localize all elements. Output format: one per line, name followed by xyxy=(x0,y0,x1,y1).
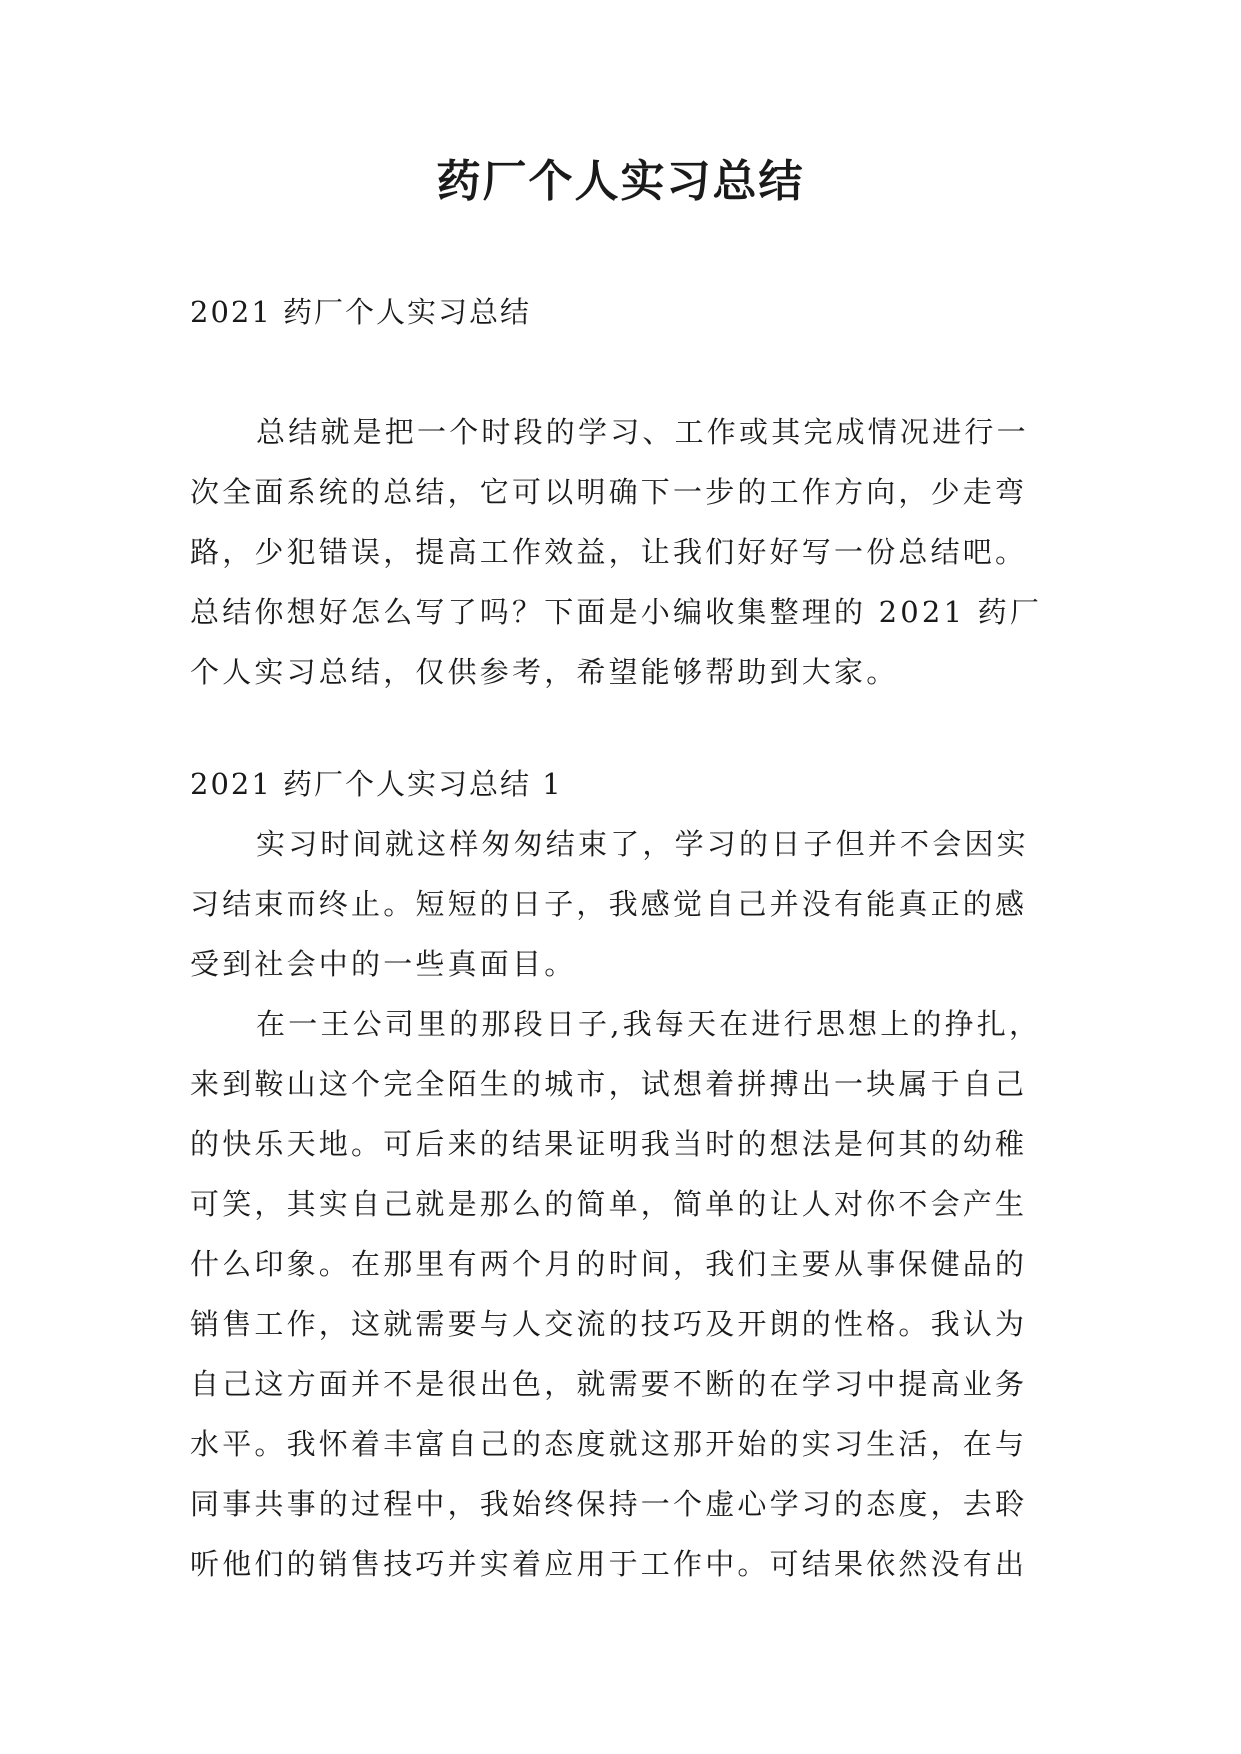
paragraph-line: 水平。我怀着丰富自己的态度就这那开始的实习生活，在与 xyxy=(190,1427,1028,1461)
paragraph-line: 听他们的销售技巧并实着应用于工作中。可结果依然没有出 xyxy=(190,1547,1028,1581)
document-subtitle: 2021 药厂个人实习总结 xyxy=(190,295,532,329)
paragraph-line: 在一王公司里的那段日子,我每天在进行思想上的挣扎， xyxy=(256,1007,1042,1041)
paragraph-line: 的快乐天地。可后来的结果证明我当时的想法是何其的幼稚 xyxy=(190,1127,1028,1161)
section-heading: 2021 药厂个人实习总结 1 xyxy=(190,767,563,801)
paragraph-line: 什么印象。在那里有两个月的时间，我们主要从事保健品的 xyxy=(190,1247,1028,1281)
paragraph-line: 自己这方面并不是很出色，就需要不断的在学习中提高业务 xyxy=(190,1367,1028,1401)
paragraph-line: 销售工作，这就需要与人交流的技巧及开朗的性格。我认为 xyxy=(190,1307,1028,1341)
intro-line: 路，少犯错误，提高工作效益，让我们好好写一份总结吧。 xyxy=(190,535,1028,569)
intro-line: 次全面系统的总结，它可以明确下一步的工作方向，少走弯 xyxy=(190,475,1028,509)
paragraph-line: 同事共事的过程中，我始终保持一个虚心学习的态度，去聆 xyxy=(190,1487,1028,1521)
intro-line: 个人实习总结，仅供参考，希望能够帮助到大家。 xyxy=(190,655,899,689)
paragraph-line: 来到鞍山这个完全陌生的城市，试想着拼搏出一块属于自己 xyxy=(190,1067,1028,1101)
intro-line: 总结你想好怎么写了吗？下面是小编收集整理的 2021 药厂 xyxy=(190,595,1043,629)
paragraph-line: 习结束而终止。短短的日子，我感觉自己并没有能真正的感 xyxy=(190,887,1028,921)
intro-line: 总结就是把一个时段的学习、工作或其完成情况进行一 xyxy=(256,415,1029,449)
paragraph-line: 可笑，其实自己就是那么的简单，简单的让人对你不会产生 xyxy=(190,1187,1028,1221)
paragraph-line: 受到社会中的一些真面目。 xyxy=(190,947,577,981)
document-title: 药厂个人实习总结 xyxy=(436,156,805,207)
paragraph-line: 实习时间就这样匆匆结束了，学习的日子但并不会因实 xyxy=(256,827,1029,861)
